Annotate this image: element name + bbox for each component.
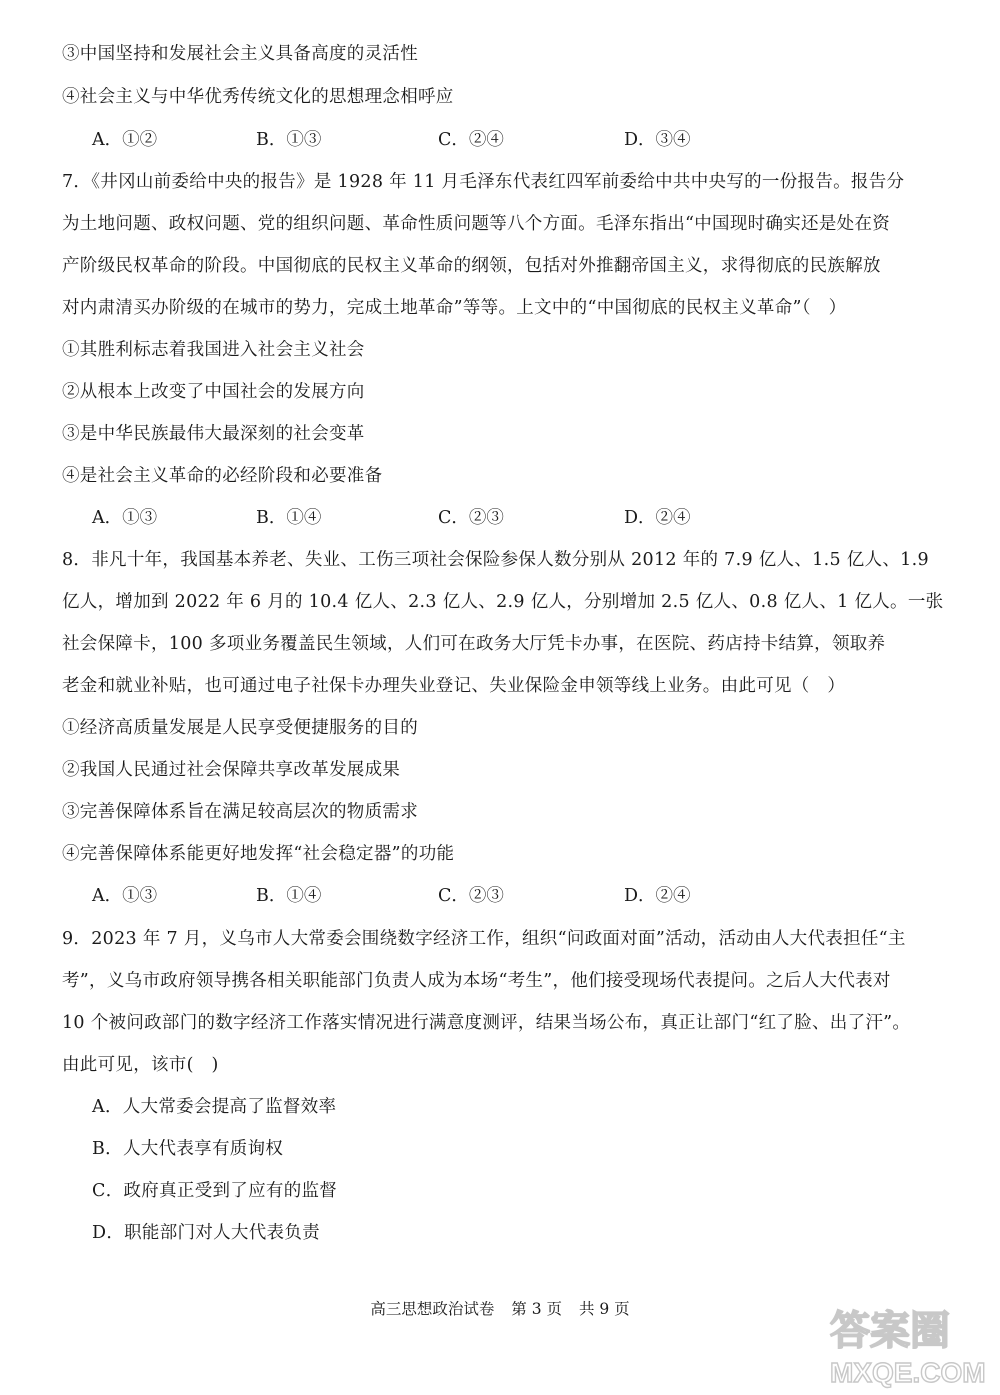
q6-option-c: C．②④: [438, 130, 504, 150]
q8-item-3: ③完善保障体系旨在满足较高层次的物质需求: [62, 802, 418, 822]
q7-item-4: ④是社会主义革命的必经阶段和必要准备: [62, 466, 383, 486]
q7-stem-line: 产阶级民权革命的阶段。中国彻底的民权主义革命的纲领，包括对外推翻帝国主义，求得彻底的民族解放: [62, 256, 881, 276]
q7-option-b: B．①④: [256, 508, 322, 528]
q7-stem-line: 7．《井冈山前委给中央的报告》是 1928 年 11 月毛泽东代表红四军前委给中共中央写的一份报告。报告分: [62, 172, 905, 192]
q9-option-d: D．职能部门对人大代表负责: [92, 1223, 320, 1243]
watermark-logo-bottom: MXQE.COM: [830, 1357, 986, 1388]
q7-item-2: ②从根本上改变了中国社会的发展方向: [62, 382, 365, 402]
q7-item-1: ①其胜利标志着我国进入社会主义社会: [62, 340, 365, 360]
q8-stem-line: 老金和就业补贴，也可通过电子社保卡办理失业登记、失业保险金申领等线上业务。由此可见（ ）: [62, 676, 846, 696]
q9-stem-line: 10 个被问政部门的数字经济工作落实情况进行满意度测评，结果当场公布，真正让部门“红了脸、出了汗”。: [62, 1013, 911, 1033]
q6-option-d: D．③④: [624, 130, 691, 150]
q8-item-2: ②我国人民通过社会保障共享改革发展成果: [62, 760, 401, 780]
q8-options: [92, 884, 792, 908]
q8-item-1: ①经济高质量发展是人民享受便捷服务的目的: [62, 718, 418, 738]
q6-option-b: B．①③: [256, 130, 322, 150]
q8-option-b: B．①④: [256, 886, 322, 906]
q9-stem-line: 9．2023 年 7 月，义乌市人大常委会围绕数字经济工作，组织“问政面对面”活动，活动由人大代表担任“主: [62, 929, 906, 949]
q8-item-4: ④完善保障体系能更好地发挥“社会稳定器”的功能: [62, 844, 455, 864]
q8-option-c: C．②③: [438, 886, 504, 906]
q7-item-3: ③是中华民族最伟大最深刻的社会变革: [62, 424, 365, 444]
q8-option-a: A．①③: [92, 886, 158, 906]
q9-stem-line: 由此可见，该市( ): [62, 1055, 219, 1075]
footer-title: 高三思想政治试卷: [370, 1300, 495, 1318]
q7-stem-line: 对内肃清买办阶级的在城市的势力，完成土地革命”等等。上文中的“中国彻底的民权主义革命”（ ）: [62, 298, 847, 318]
q7-option-d: D．②④: [624, 508, 691, 528]
q8-option-d: D．②④: [624, 886, 691, 906]
q6-item-4: ④社会主义与中华优秀传统文化的思想理念相呼应: [62, 87, 454, 107]
q8-stem-line: 8．非凡十年，我国基本养老、失业、工伤三项社会保险参保人数分别从 2012 年的 7.9 亿人、1.5 亿人、1.9: [62, 550, 929, 570]
q8-stem-line: 社会保障卡，100 多项业务覆盖民生领域，人们可在政务大厅凭卡办事，在医院、药店持卡结算，领取养: [62, 634, 886, 654]
q9-option-b: B．人大代表享有质询权: [92, 1139, 284, 1159]
q6-option-a: A．①②: [92, 130, 158, 150]
q7-stem-line: 为土地问题、政权问题、党的组织问题、革命性质问题等八个方面。毛泽东指出“中国现时确实还是处在资: [62, 214, 891, 234]
watermark-logo: [822, 1298, 992, 1390]
q7-options: [92, 506, 792, 530]
q8-stem-line: 亿人，增加到 2022 年 6 月的 10.4 亿人、2.3 亿人、2.9 亿人，分别增加 2.5 亿人、0.8 亿人、1 亿人。一张: [62, 592, 944, 612]
footer-page-number: 第 3 页: [511, 1300, 562, 1318]
footer-total-pages: 共 9 页: [578, 1300, 630, 1318]
q7-option-c: C．②③: [438, 508, 504, 528]
q9-option-c: C．政府真正受到了应有的监督: [92, 1181, 338, 1201]
q9-stem-line: 考”，义乌市政府领导携各相关职能部门负责人成为本场“考生”，他们接受现场代表提问。之后人大代表对: [62, 971, 891, 991]
q6-options: [92, 128, 792, 152]
watermark-logo-top: 答案圈: [830, 1309, 950, 1353]
q7-option-a: A．①③: [92, 508, 158, 528]
q9-option-a: A．人大常委会提高了监督效率: [92, 1097, 337, 1117]
q6-item-3: ③中国坚持和发展社会主义具备高度的灵活性: [62, 44, 418, 64]
